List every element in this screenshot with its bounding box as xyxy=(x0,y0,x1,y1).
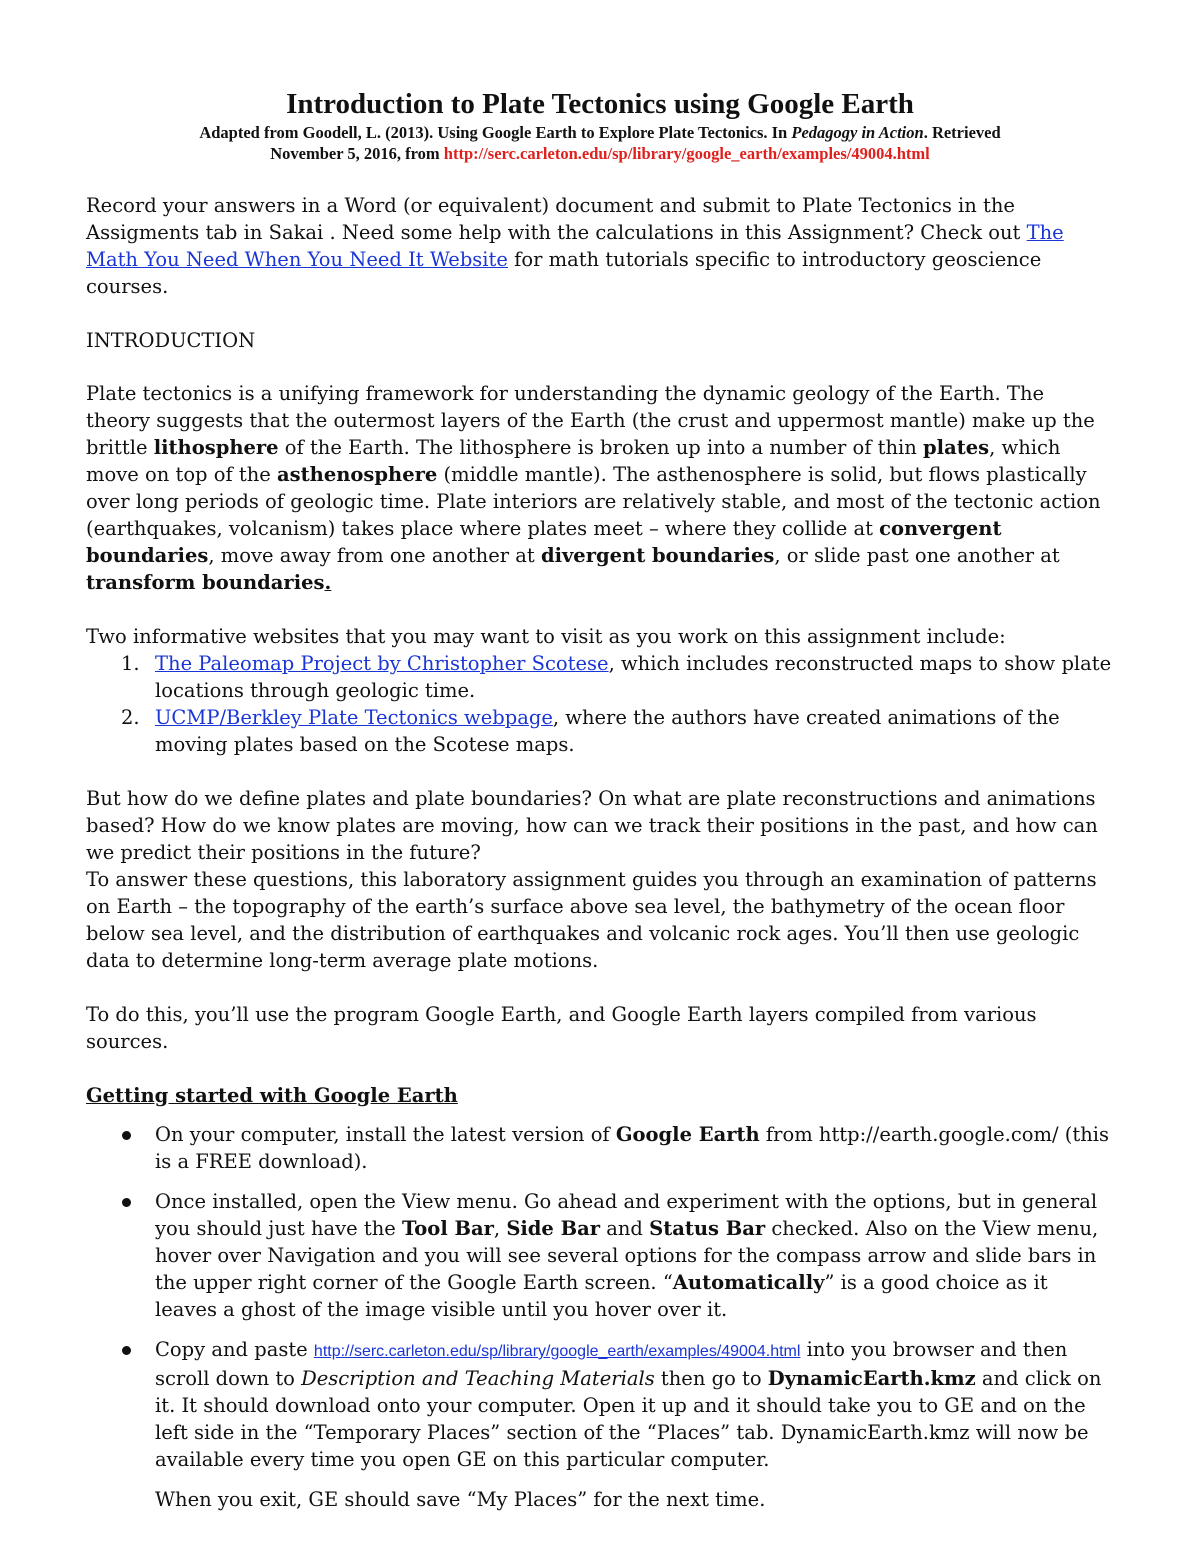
bullet-icon xyxy=(122,1131,131,1140)
term-transform-boundaries: transform boundaries xyxy=(86,571,325,594)
questions-paragraph: But how do we define plates and plate boundaries? On what are plate reconstructions and animations based? How do we know plates are moving, how can we track their positions in the past, and how can we predict their positions in the future? xyxy=(86,787,1098,864)
pt-text-1: Plate tectonics is a unifying framework for understanding the dynamic geology of the Earth. The theory suggests that the outermost layers of the Earth (the crust and uppermost mantle) make up the brittle xyxy=(86,382,1095,459)
pt-text-2: of the Earth. The lithosphere is broken up into a number of thin xyxy=(278,436,924,459)
list-item xyxy=(121,704,1114,758)
serc-example-link[interactable]: http://serc.carleton.edu/sp/library/google_earth/examples/49004.html xyxy=(313,1343,801,1360)
citation xyxy=(86,122,1114,164)
citation-journal: Pedagogy in Action xyxy=(791,123,924,142)
instructions-text-1: Record your answers in a Word (or equivalent) document and submit to Plate Tectonics in the Assigments tab in Sakai . Need some help with the calculations in this Assignment? Check out xyxy=(86,194,1027,244)
bullet-icon xyxy=(122,1346,131,1355)
document-title: Introduction to Plate Tectonics using Google Earth xyxy=(286,88,914,120)
answer-paragraph: To answer these questions, this laboratory assignment guides you through an examination of patterns on Earth – the topography of the earth’s surface above sea level, the bathymetry of the ocean floor below sea level, and the distribution of earthquakes and volcanic rock ages. You’ll then use geologic data to determine long-term average plate motions. xyxy=(86,868,1097,972)
instructions-paragraph xyxy=(86,192,1114,300)
google-earth-term: Google Earth xyxy=(615,1123,760,1146)
pt-text-3: , which move on top of the xyxy=(86,436,1061,486)
bullet-text: and xyxy=(600,1217,650,1240)
list-item xyxy=(155,1188,1114,1323)
introduction-heading: INTRODUCTION xyxy=(86,329,256,352)
status-bar-term: Status Bar xyxy=(649,1217,766,1240)
list-item xyxy=(121,650,1114,704)
term-convergent-boundaries: convergent boundaries xyxy=(86,517,1002,567)
citation-url-link[interactable]: http://serc.carleton.edu/sp/library/google_earth/examples/49004.html xyxy=(443,144,930,163)
bullet-text: and click on it. It should download onto your computer. Open it up and it should take you to GE and on the left side in the “Temporary Places” section of the “Places” tab. DynamicEarth.kmz will now be available every time you open GE on this particular computer. xyxy=(155,1367,1102,1471)
math-you-need-link[interactable]: The Math You Need When You Need It Website xyxy=(86,221,1064,271)
list-item xyxy=(155,1121,1114,1175)
bullet-text: ” is a good choice as it leaves a ghost of the image visible until you hover over it. xyxy=(155,1271,1048,1321)
bullet-text: checked. Also on the View menu, hover over Navigation and you will see several options for the compass arrow and slide bars in the upper right corner of the Google Earth screen. “ xyxy=(155,1217,1099,1294)
getting-started-list xyxy=(86,1121,1114,1513)
term-plates: plates xyxy=(923,436,990,459)
term-asthenosphere: asthenosphere xyxy=(277,463,438,486)
todo-paragraph: To do this, you’ll use the program Google Earth, and Google Earth layers compiled from various sources. xyxy=(86,1003,1037,1053)
bullet-text: from http://earth.google.com/ (this is a FREE download). xyxy=(155,1123,1109,1173)
plate-tectonics-paragraph xyxy=(86,380,1114,596)
bullet-text: Once installed, open the View menu. Go ahead and experiment with the options, but in general you should just have the xyxy=(155,1190,1098,1240)
dynamic-earth-kmz-term: DynamicEarth.kmz xyxy=(767,1367,976,1390)
list-item-text: , where the authors have created animations of the moving plates based on the Scotese maps. xyxy=(155,706,1060,756)
citation-text-3: November 5, 2016, from xyxy=(270,144,444,163)
term-lithosphere: lithosphere xyxy=(153,436,279,459)
list-item xyxy=(155,1336,1114,1513)
instructions-text-2: for math tutorials specific to introductory geoscience courses. xyxy=(86,248,1042,298)
side-bar-term: Side Bar xyxy=(506,1217,601,1240)
bullet-text: , xyxy=(493,1217,507,1240)
bullet-icon xyxy=(122,1198,131,1207)
ucmp-berkley-link[interactable]: UCMP/Berkley Plate Tectonics webpage xyxy=(155,706,553,729)
getting-started-heading: Getting started with Google Earth xyxy=(86,1084,458,1107)
websites-list xyxy=(86,650,1114,758)
pt-text-6: , or slide past one another at xyxy=(774,544,1060,567)
citation-text-2: . Retrieved xyxy=(923,123,1001,142)
exit-note: When you exit, GE should save “My Places” for the next time. xyxy=(155,1488,766,1511)
paleomap-link[interactable]: The Paleomap Project by Christopher Scotese xyxy=(155,652,609,675)
tool-bar-term: Tool Bar xyxy=(402,1217,494,1240)
bullet-text: into you browser and then scroll down to xyxy=(155,1338,1068,1390)
bullet-text: then go to xyxy=(654,1367,768,1390)
citation-text-1: Adapted from Goodell, L. (2013). Using Google Earth to Explore Plate Tectonics. In xyxy=(199,123,792,142)
pt-text-5: , move away from one another at xyxy=(208,544,541,567)
automatically-term: Automatically xyxy=(672,1271,825,1294)
pt-text-4: (middle mantle). The asthenosphere is solid, but flows plastically over long periods of geologic time. Plate interiors are relatively stable, and most of the tectonic action (earthquakes, volcanism) takes place where plates meet – where they collide at xyxy=(86,463,1101,540)
term-divergent-boundaries: divergent boundaries xyxy=(540,544,775,567)
list-number: 1. xyxy=(121,652,140,675)
pt-final-period: . xyxy=(324,571,332,594)
bullet-text: Copy and paste xyxy=(155,1338,314,1361)
bullet-text: On your computer, install the latest version of xyxy=(155,1123,616,1146)
list-number: 2. xyxy=(121,706,140,729)
teaching-materials-term: Description and Teaching Materials xyxy=(301,1367,655,1390)
websites-intro: Two informative websites that you may want to visit as you work on this assignment include: xyxy=(86,625,1006,648)
list-item-text: , which includes reconstructed maps to show plate locations through geologic time. xyxy=(155,652,1112,702)
